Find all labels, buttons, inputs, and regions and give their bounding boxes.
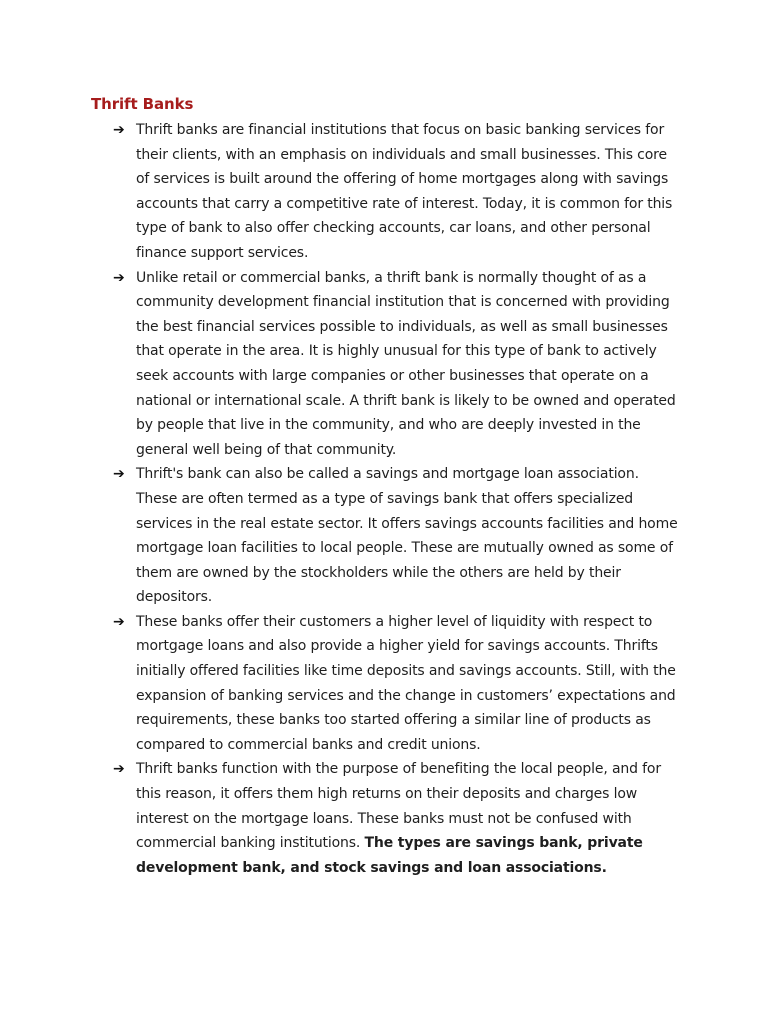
right-arrow-icon: ➔ xyxy=(113,613,125,630)
bullet-text: Unlike retail or commercial banks, a thrift bank is normally thought of as a community development financial institution that is concerned with providing the best financial services possible to individuals, as well as small businesses that operate in the area. It is highly unusual for this type of bank to actively seek accounts with large companies or other businesses that operate on a national or international scale. A thrift bank is likely to be owned and operated by people that live in the community, and who are deeply invested in the general well being of that community. xyxy=(136,269,676,458)
list-item xyxy=(113,757,684,880)
bullet-text: Thrift's bank can also be called a savings and mortgage loan association. These are often termed as a type of savings bank that offers specialized services in the real estate sector. It offers savings accounts facilities and home mortgage loan facilities to local people. These are mutually owned as some of them are owned by the stockholders while the others are held by their depositors. xyxy=(136,466,678,606)
list-item xyxy=(113,118,684,266)
list-item xyxy=(113,266,684,463)
list-item xyxy=(113,462,684,610)
bullet-text: Thrift banks function with the purpose of benefiting the local people, and for this reason, it offers them high returns on their deposits and charges low interest on the mortgage loans. These banks must not be confused with commercial banking institutions. xyxy=(136,761,661,852)
right-arrow-icon: ➔ xyxy=(113,761,125,778)
bullet-text: These banks offer their customers a higher level of liquidity with respect to mortgage loans and also provide a higher yield for savings accounts. Thrifts initially offered facilities like time deposits and savings accounts. Still, with the expansion of banking services and the change in customers’ expectations and requirements, these banks too started offering a similar line of products as compared to commercial banks and credit unions. xyxy=(136,613,676,753)
right-arrow-icon: ➔ xyxy=(113,466,125,483)
section-heading: Thrift Banks xyxy=(91,95,194,113)
right-arrow-icon: ➔ xyxy=(113,122,125,138)
bullet-text: Thrift banks are financial institutions that focus on basic banking services for their clients, with an emphasis on individuals and small businesses. This core of services is built around the offering of home mortgages along with savings accounts that carry a competitive rate of interest. Today, it is common for this type of bank to also offer checking accounts, car loans, and other personal finance support services. xyxy=(136,122,673,261)
right-arrow-icon: ➔ xyxy=(113,269,125,286)
bullet-bold-text: The types are savings bank, private development bank, and stock savings and loan associations. xyxy=(136,835,643,876)
bullet-list xyxy=(113,118,684,880)
list-item xyxy=(113,610,684,758)
